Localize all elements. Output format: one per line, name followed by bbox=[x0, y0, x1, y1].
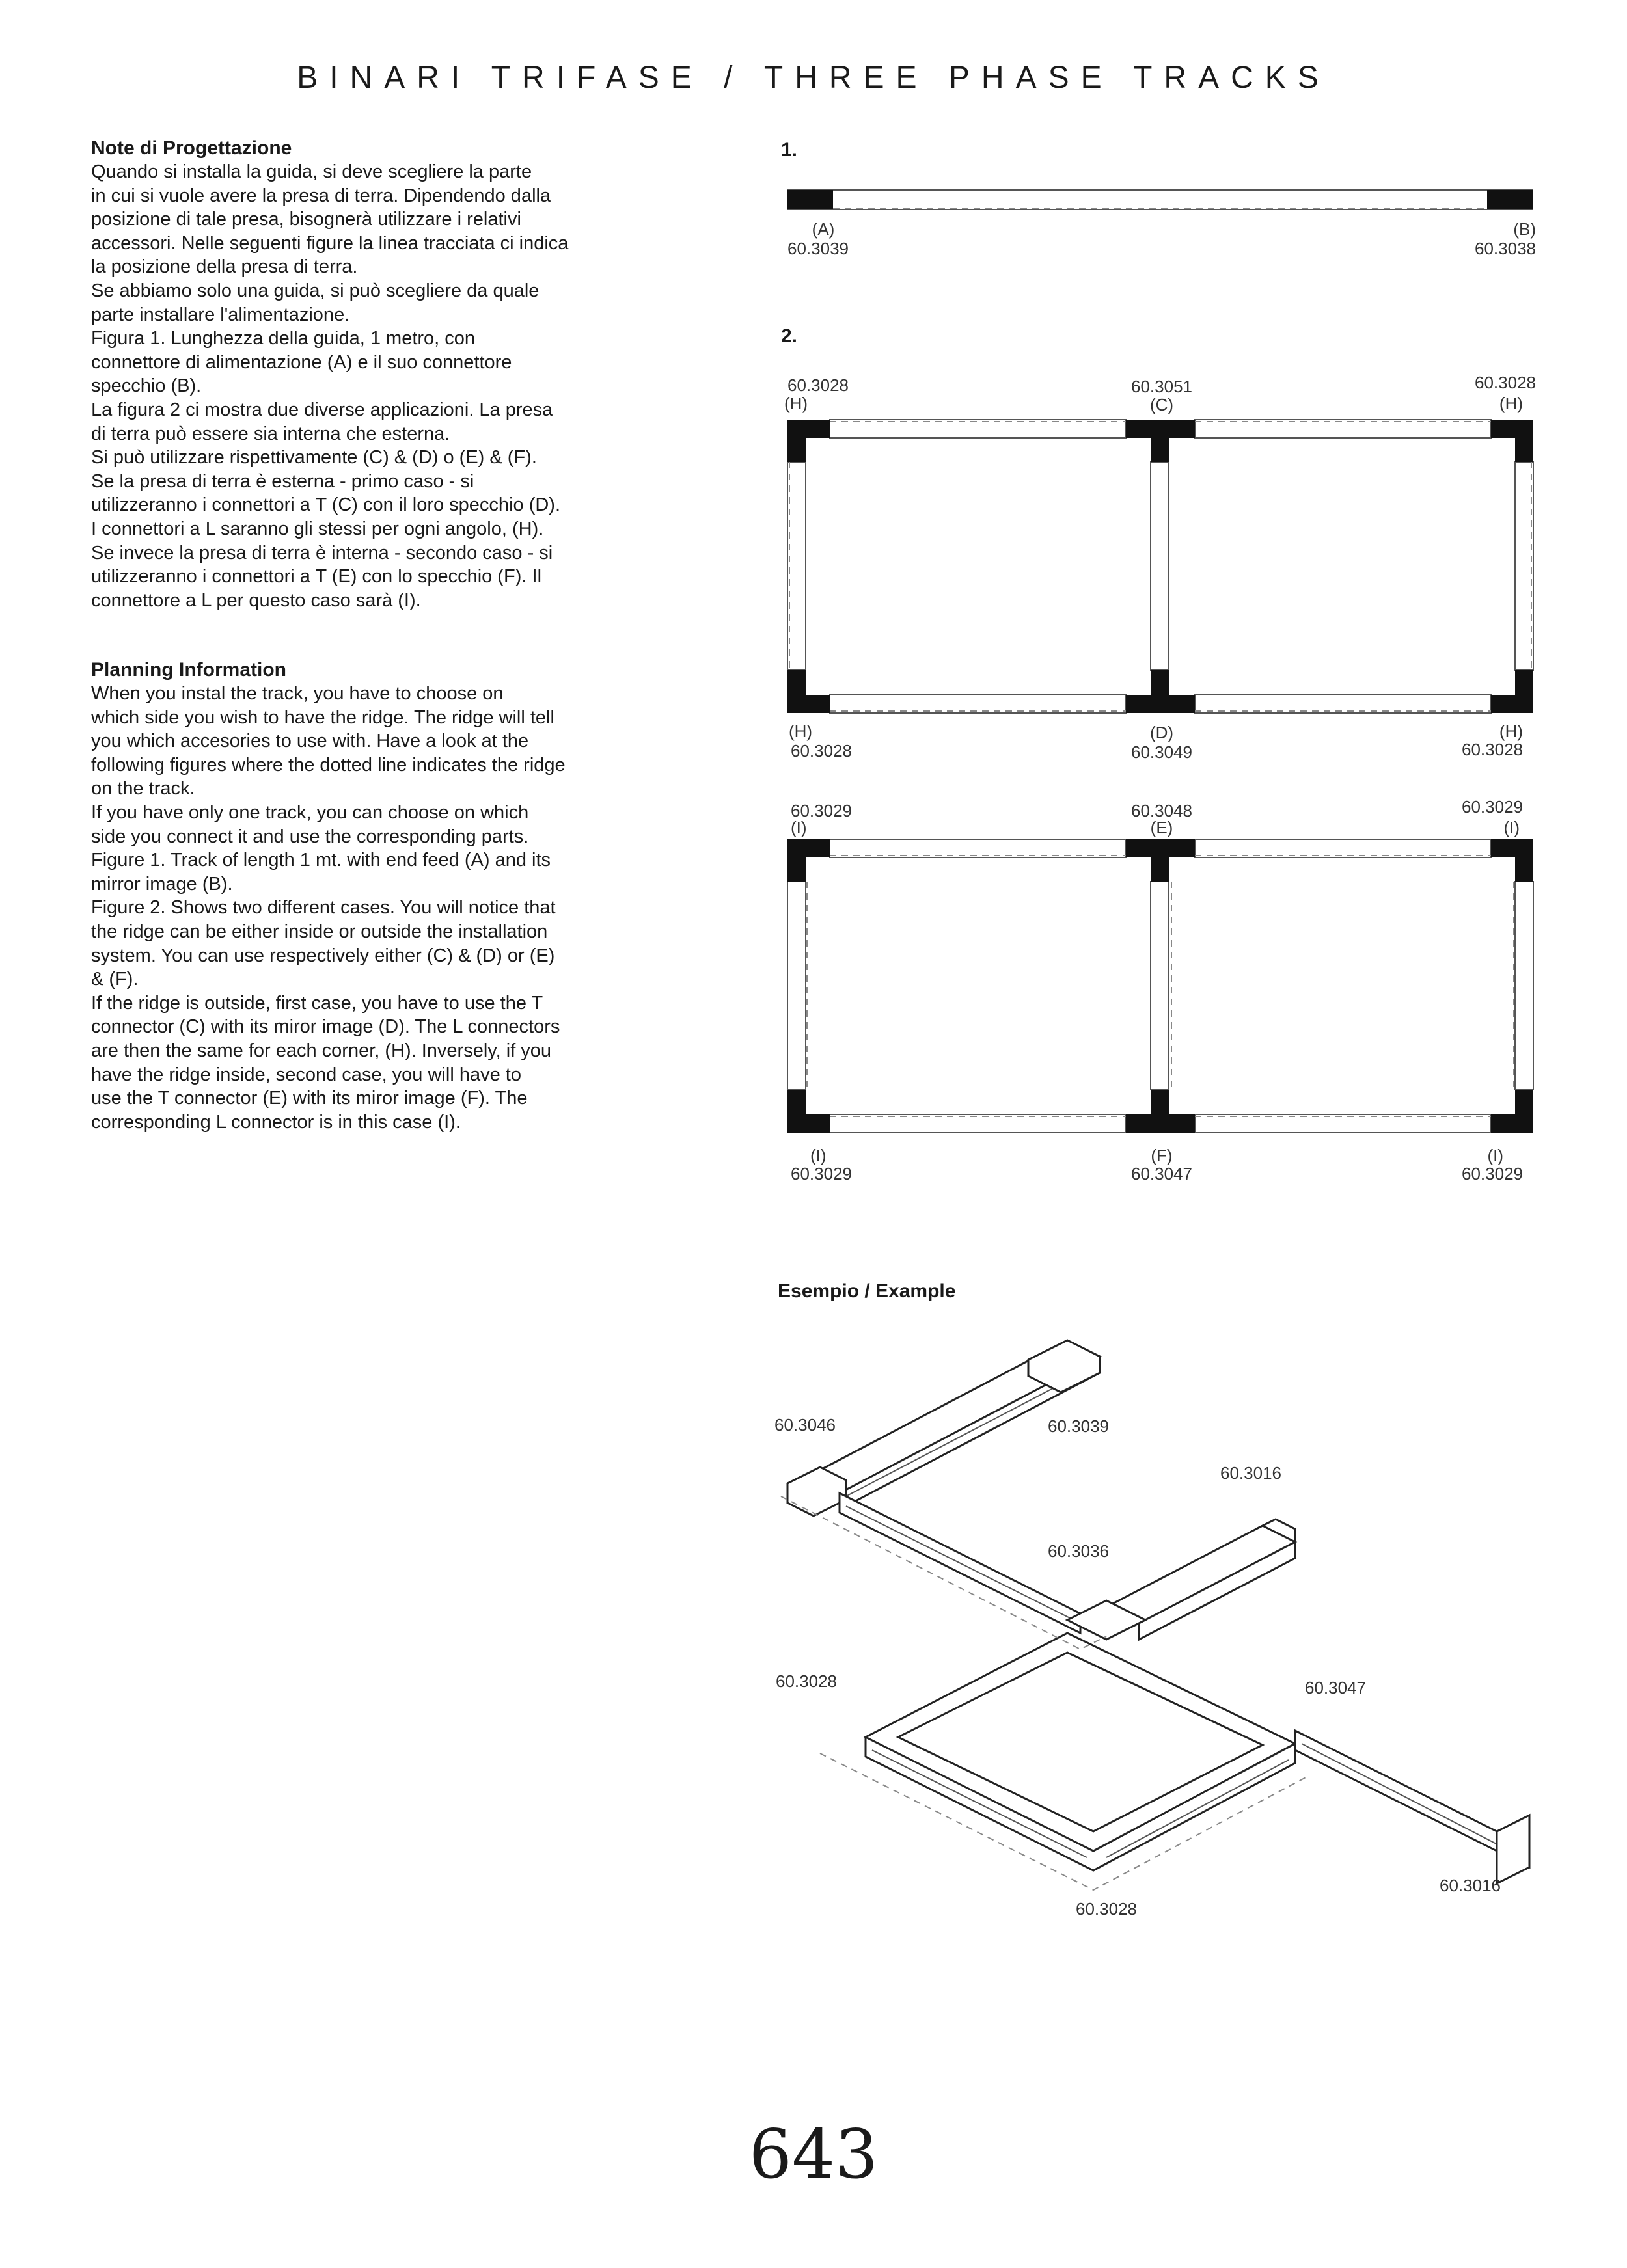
caseA-bottom-right-code: 60.3028 bbox=[1462, 740, 1523, 759]
caseB-bottom-mid-tag: (F) bbox=[1151, 1146, 1173, 1165]
figure-1-label: 1. bbox=[781, 139, 798, 161]
caseB-top-right-code: 60.3029 bbox=[1462, 797, 1523, 817]
example-label-60-3047: 60.3047 bbox=[1305, 1678, 1366, 1697]
figure-2-label: 2. bbox=[781, 325, 798, 347]
fig1-right-tag: (B) bbox=[1513, 219, 1536, 239]
caseA-top-mid-code: 60.3051 bbox=[1131, 377, 1192, 396]
caseA-bottom-mid-code: 60.3049 bbox=[1131, 742, 1192, 762]
english-heading: Planning Information bbox=[91, 659, 286, 681]
caseB-bottom-right-code: 60.3029 bbox=[1462, 1164, 1523, 1183]
caseA-top-right-tag: (H) bbox=[1499, 394, 1523, 413]
caseA-top-left-tag: (H) bbox=[784, 394, 808, 413]
caseB-top-right-tag: (I) bbox=[1503, 818, 1520, 837]
caseB-bottom-mid-code: 60.3047 bbox=[1131, 1164, 1192, 1183]
caseA-top-right-code: 60.3028 bbox=[1475, 373, 1536, 392]
page-title: BINARI TRIFASE / THREE PHASE TRACKS bbox=[297, 61, 1330, 95]
example-label-60-3028-left: 60.3028 bbox=[776, 1671, 837, 1691]
caseA-bottom-left-tag: (H) bbox=[789, 722, 813, 741]
caseB-top-left-code: 60.3029 bbox=[791, 801, 852, 820]
caseB-top-mid-tag: (E) bbox=[1150, 818, 1173, 837]
caseB-bottom-left-code: 60.3029 bbox=[791, 1164, 852, 1183]
end-feed-a bbox=[787, 190, 833, 209]
example-label-60-3016-top: 60.3016 bbox=[1220, 1463, 1281, 1483]
caseA-bottom-mid-tag: (D) bbox=[1149, 723, 1174, 742]
example-label-60-3046: 60.3046 bbox=[774, 1415, 836, 1435]
example-label-60-3028-bottom: 60.3028 bbox=[1076, 1899, 1137, 1919]
example-heading: Esempio / Example bbox=[778, 1280, 956, 1302]
example-label-60-3039: 60.3039 bbox=[1048, 1416, 1109, 1436]
caseA-bottom-left-code: 60.3028 bbox=[791, 741, 852, 761]
end-feed-b bbox=[1487, 190, 1533, 209]
caseB-bottom-right-tag: (I) bbox=[1487, 1146, 1503, 1165]
caseB-bottom-left-tag: (I) bbox=[810, 1146, 827, 1165]
italian-body: Quando si installa la guida, si deve scegliere la parte in cui si vuole avere la presa di terra. Dipendendo dalla posizione di tale presa, bisognerà utilizzare i relativi accessori. Nelle seguenti figure la linea tracciata ci indica la posizione della presa di terra. Se abbiamo solo una guida, si può scegliere da quale parte installare l'alimentazione. Figura 1. Lunghezza della guida, 1 metro, con connettore di alimentazione (A) e il suo connettore specchio (B). La figura 2 ci mostra due diverse applicazioni. La presa di terra può essere sia interna che esterna. Si può utilizzare rispettivamente (C) & (D) o (E) & (F). Se la presa di terra è esterna - primo caso - si utilizzeranno i connettori a T (C) con il loro specchio (D). I connettori a L saranno gli stessi per ogni angolo, (H). Se invece la presa di terra è interna - secondo caso - si utilizzeranno i connettori a T (E) con lo specchio (F). Il connettore a L per questo caso sarà (I). bbox=[91, 161, 569, 611]
page-number: 643 bbox=[748, 2114, 879, 2194]
example-label-60-3016-bottom: 60.3016 bbox=[1440, 1876, 1501, 1895]
caseA-top-left-code: 60.3028 bbox=[787, 375, 849, 395]
figure-2-case-outside bbox=[787, 420, 1533, 713]
figure-2-case-inside bbox=[787, 839, 1533, 1133]
caseA-top-mid-tag: (C) bbox=[1149, 395, 1174, 414]
figure-1-track bbox=[787, 190, 1533, 209]
fig1-left-code: 60.3039 bbox=[787, 239, 849, 258]
caseA-bottom-right-tag: (H) bbox=[1499, 722, 1523, 741]
example-isometric-drawing bbox=[781, 1340, 1529, 1890]
caseB-top-mid-code: 60.3048 bbox=[1131, 801, 1192, 820]
english-body: When you instal the track, you have to choose on which side you wish to have the ridge. The ridge will tell you which accesories to use with. Have a look at the following figures where the dotted line indicates the ridge on the track. If you have only one track, you can choose on which side you connect it and use the corresponding parts. Figure 1. Track of length 1 mt. with end feed (A) and its mirror image (B). Figure 2. Shows two different cases. You will notice that the ridge can be either inside or outside the installation system. You can use respectively either (C) & (D) or (E) & (F). If the ridge is outside, first case, you have to use the T connector (C) with its miror image (D). The L connectors are then the same for each corner, (H). Inversely, if you have the ridge inside, second case, you will have to use the T connector (E) with its miror image (F). The corresponding L connector is in this case (I). bbox=[91, 683, 566, 1133]
fig1-right-code: 60.3038 bbox=[1475, 239, 1536, 258]
caseB-top-left-tag: (I) bbox=[791, 818, 807, 837]
italian-heading: Note di Progettazione bbox=[91, 137, 292, 159]
fig1-left-tag: (A) bbox=[812, 219, 835, 239]
example-label-60-3036: 60.3036 bbox=[1048, 1541, 1109, 1561]
